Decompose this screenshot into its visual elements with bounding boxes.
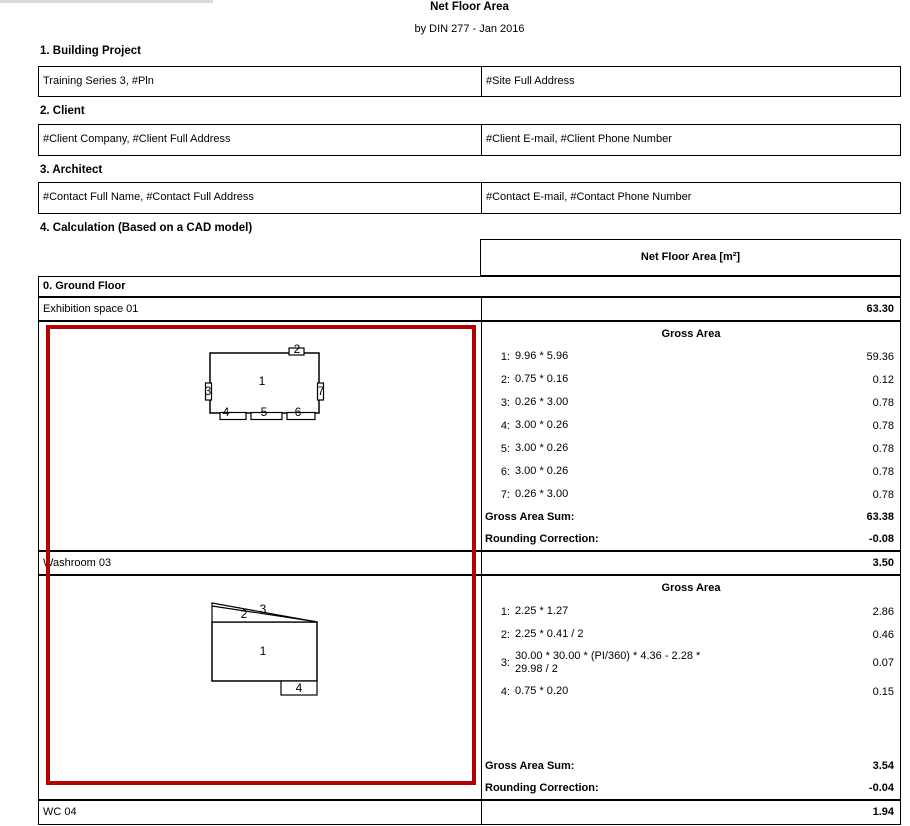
diagram-label-7: 7: [317, 384, 325, 398]
calc-item: [482, 680, 900, 703]
calc-item-no: 4:: [500, 419, 510, 432]
calc-item-value: 0.46: [872, 628, 894, 641]
gross-area-sum-value: 3.54: [872, 760, 894, 772]
calc-item-value: 2.86: [872, 605, 894, 618]
calc-item-value: 0.07: [872, 657, 894, 669]
gross-area-sum-label: Gross Area Sum:: [485, 760, 575, 772]
calc-item-no: 3:: [500, 396, 510, 409]
exhibition-calc-cell: [481, 322, 900, 550]
calc-item-formula: 0.75 * 0.16: [515, 373, 569, 385]
gross-area-header: Gross Area: [661, 582, 721, 594]
site-address-field[interactable]: #Site Full Address: [481, 67, 900, 96]
calc-item-formula: [515, 650, 873, 676]
calc-item: [482, 600, 900, 623]
calc-item-formula: 3.00 * 0.26: [515, 419, 569, 431]
rounding-correction-label: Rounding Correction:: [485, 533, 599, 545]
calc-item-value: 0.12: [872, 373, 894, 386]
section-heading-building-project: 1. Building Project: [40, 45, 141, 57]
report-subtitle: by DIN 277 - Jan 2016: [414, 23, 525, 35]
diagram-label-1: 1: [259, 644, 267, 658]
calc-item-formula: 0.26 * 3.00: [515, 396, 569, 408]
rounding-correction-value: -0.08: [868, 533, 894, 545]
storey-header-row: 0. Ground Floor: [38, 276, 901, 297]
calc-item-value: 0.78: [872, 442, 894, 455]
washroom-calc-cell: [481, 576, 900, 799]
gross-area-sum-row: [482, 755, 900, 777]
calc-item-formula: 3.00 * 0.26: [515, 465, 569, 477]
room-name: Exhibition space 01: [43, 303, 139, 315]
calc-item: [482, 483, 900, 506]
calc-item-formula: 3.00 * 0.26: [515, 442, 569, 454]
calc-item-formula-line1: 30.00 * 30.00 * (PI/360) * 4.36 - 2.28 *: [515, 650, 701, 662]
calc-item-formula: 9.96 * 5.96: [515, 350, 569, 362]
diagram-label-3: 3: [204, 384, 212, 398]
calc-item-formula: 0.75 * 0.20: [515, 685, 569, 697]
architect-name-field[interactable]: #Contact Full Name, #Contact Full Address: [43, 191, 254, 203]
diagram-label-4: 4: [295, 681, 303, 695]
diagram-label-6: 6: [294, 405, 302, 419]
report-title: Net Floor Area: [430, 1, 509, 13]
calc-spacer: [482, 703, 900, 755]
calc-item: [482, 414, 900, 437]
net-floor-area-column-header: Net Floor Area [m²]: [480, 239, 901, 276]
section-heading-architect: 3. Architect: [40, 164, 103, 176]
calc-item-formula: 0.26 * 3.00: [515, 488, 569, 500]
calc-item-no: 3:: [500, 657, 510, 669]
calc-item: [482, 345, 900, 368]
calc-item-value: 0.78: [872, 419, 894, 432]
section-heading-client: 2. Client: [40, 105, 85, 117]
calc-item-no: 2:: [500, 373, 510, 386]
diagram-label-3: 3: [259, 602, 267, 616]
calc-item-no: 6:: [500, 465, 510, 478]
calc-item: [482, 368, 900, 391]
diagram-label-2: 2: [293, 342, 301, 356]
architect-contact-field[interactable]: #Contact E-mail, #Contact Phone Number: [481, 183, 900, 213]
room-net-area-value: 3.50: [481, 552, 900, 574]
client-company-field[interactable]: #Client Company, #Client Full Address: [43, 133, 231, 145]
calc-item: [482, 437, 900, 460]
calc-item-formula-line2: 29.98 / 2: [515, 663, 558, 675]
calc-item: [482, 646, 900, 680]
rounding-correction-label: Rounding Correction:: [485, 782, 599, 794]
building-project-row: [38, 66, 901, 97]
calc-item-no: 4:: [500, 685, 510, 698]
calc-item-value: 0.78: [872, 488, 894, 501]
calc-item-no: 2:: [500, 628, 510, 641]
calc-item: [482, 391, 900, 414]
room-net-area-value: 1.94: [481, 801, 900, 824]
calc-item-no: 7:: [500, 488, 510, 501]
architect-row: [38, 182, 901, 214]
rounding-correction-value: -0.04: [868, 782, 894, 794]
gross-area-sum-value: 63.38: [866, 511, 894, 523]
room-name: WC 04: [43, 806, 77, 818]
gross-area-sum-row: [482, 506, 900, 528]
calc-item-formula: 2.25 * 0.41 / 2: [515, 628, 584, 640]
calc-item-value: 59.36: [866, 350, 894, 363]
diagram-label-5: 5: [260, 405, 268, 419]
calc-item: [482, 460, 900, 483]
diagram-label-2: 2: [240, 607, 248, 621]
calc-item-no: 5:: [500, 442, 510, 455]
calc-item-formula: 2.25 * 1.27: [515, 605, 569, 617]
room-row-exhibition-space: [38, 297, 901, 321]
diagram-label-4: 4: [222, 405, 230, 419]
client-contact-field[interactable]: #Client E-mail, #Client Phone Number: [481, 125, 900, 155]
rounding-correction-row: [482, 777, 900, 799]
calc-item-value: 0.78: [872, 465, 894, 478]
calc-item: [482, 623, 900, 646]
client-row: [38, 124, 901, 156]
project-name-field[interactable]: Training Series 3, #Pln: [43, 75, 154, 87]
gross-area-header: Gross Area: [661, 328, 721, 340]
calc-item-value: 0.78: [872, 396, 894, 409]
rounding-correction-row: [482, 528, 900, 550]
diagram-label-1: 1: [258, 374, 266, 388]
calc-item-value: 0.15: [872, 685, 894, 698]
gross-area-sum-label: Gross Area Sum:: [485, 511, 575, 523]
calc-item-no: 1:: [500, 350, 510, 363]
calc-item-no: 1:: [500, 605, 510, 618]
room-name: Washroom 03: [43, 557, 112, 569]
room-net-area-value: 63.30: [481, 298, 900, 320]
section-heading-calculation: 4. Calculation (Based on a CAD model): [40, 222, 253, 234]
room-row-wc: [38, 800, 901, 825]
highlight-rectangle[interactable]: [46, 325, 476, 785]
